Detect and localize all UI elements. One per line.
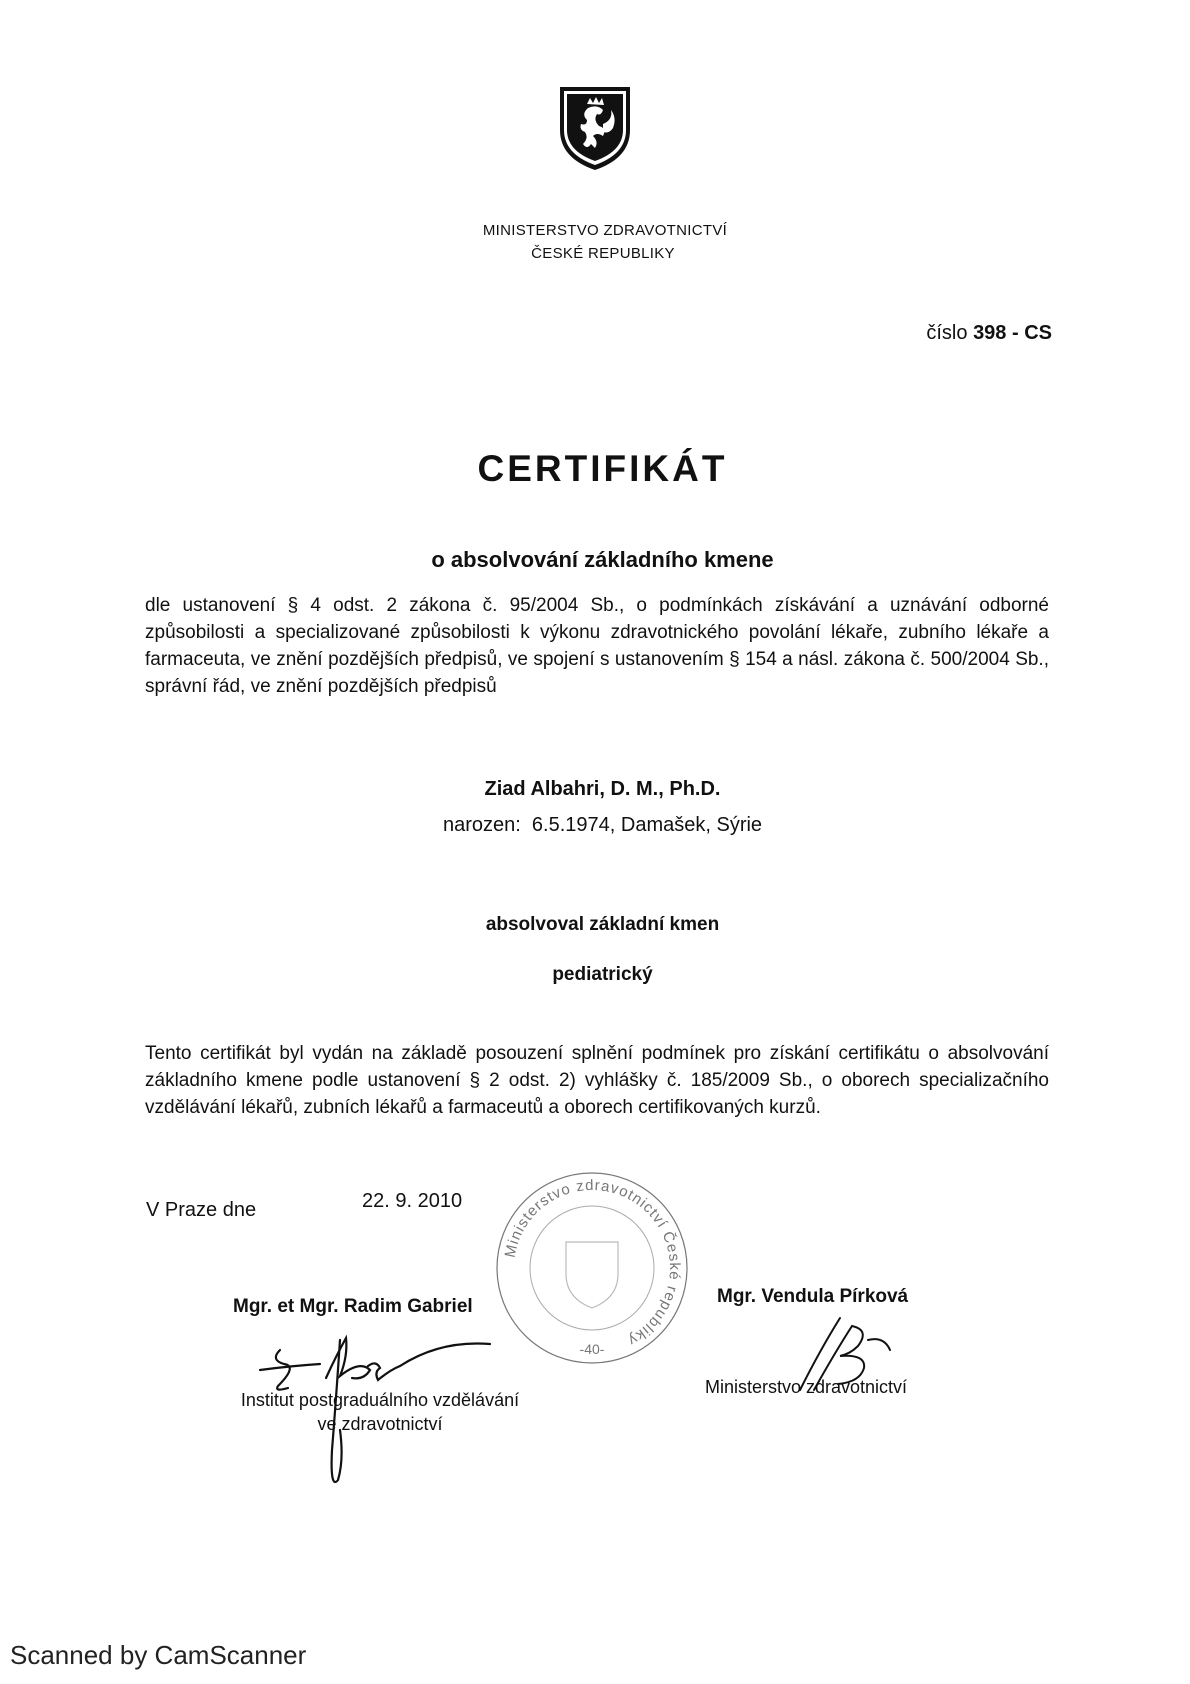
stamp-number: -40- <box>579 1341 605 1357</box>
document-title: CERTIFIKÁT <box>477 448 728 489</box>
coat-of-arms-icon <box>557 84 633 172</box>
ministry-name-line2: ČESKÉ REPUBLIKY <box>531 245 675 262</box>
right-signatory-name: Mgr. Vendula Pírková <box>717 1286 909 1307</box>
holder-name: Ziad Albahri, D. M., Ph.D. <box>484 778 721 800</box>
born-label: narozen: <box>442 814 521 836</box>
legal-basis-paragraph: dle ustanovení § 4 odst. 2 zákona č. 95/2004 Sb., o podmínkách získávání a uznávání odborné způsobilosti a specializované způsobilosti k výkonu zdravotnického povolání lékaře, zubního lékaře a farmaceuta, ve znění pozdějších předpisů, ve spojení s ustanovením § 154 a násl. zákona č. 500/2004 Sb., správní řád, ve znění pozdějších předpisů <box>145 595 1049 697</box>
scanner-watermark: Scanned by CamScanner <box>10 1640 307 1670</box>
specialty: pediatrický <box>552 964 653 985</box>
number-label: číslo <box>926 322 968 344</box>
holder-birth-info <box>0 814 1190 837</box>
left-institution-line1: Institut postgraduálního vzdělávání <box>240 1390 520 1410</box>
left-institution-line2: ve zdravotnictví <box>317 1414 443 1434</box>
right-signatory-institution: Ministerstvo zdravotnictví <box>705 1377 908 1397</box>
number-value: 398 - CS <box>973 322 1052 344</box>
ministry-name-line1: MINISTERSTVO ZDRAVOTNICTVÍ <box>482 222 728 239</box>
left-signatory-name: Mgr. et Mgr. Radim Gabriel <box>233 1296 473 1317</box>
issue-place: V Praze dne <box>146 1199 257 1221</box>
document-subtitle: o absolvování základního kmene <box>431 547 774 572</box>
completion-statement: absolvoval základní kmen <box>485 914 720 935</box>
born-value: 6.5.1974, Damašek, Sýrie <box>531 814 763 836</box>
issue-date: 22. 9. 2010 <box>362 1190 463 1212</box>
issuance-paragraph: Tento certifikát byl vydán na základě posouzení splnění podmínek pro získání certifikátu o absolvování základního kmene podle ustanovení § 2 odst. 2) vyhlášky č. 185/2009 Sb., o oborech specializačního vzdělávání lékařů, zubních lékařů a farmaceutů a oborech certifikovaných kurzů. <box>145 1043 1049 1118</box>
left-signatory-institution <box>200 1388 560 1436</box>
certificate-number <box>926 322 1052 345</box>
stamp-ring-text: Ministerstvo zdravotnictví České republiky <box>501 1176 684 1350</box>
